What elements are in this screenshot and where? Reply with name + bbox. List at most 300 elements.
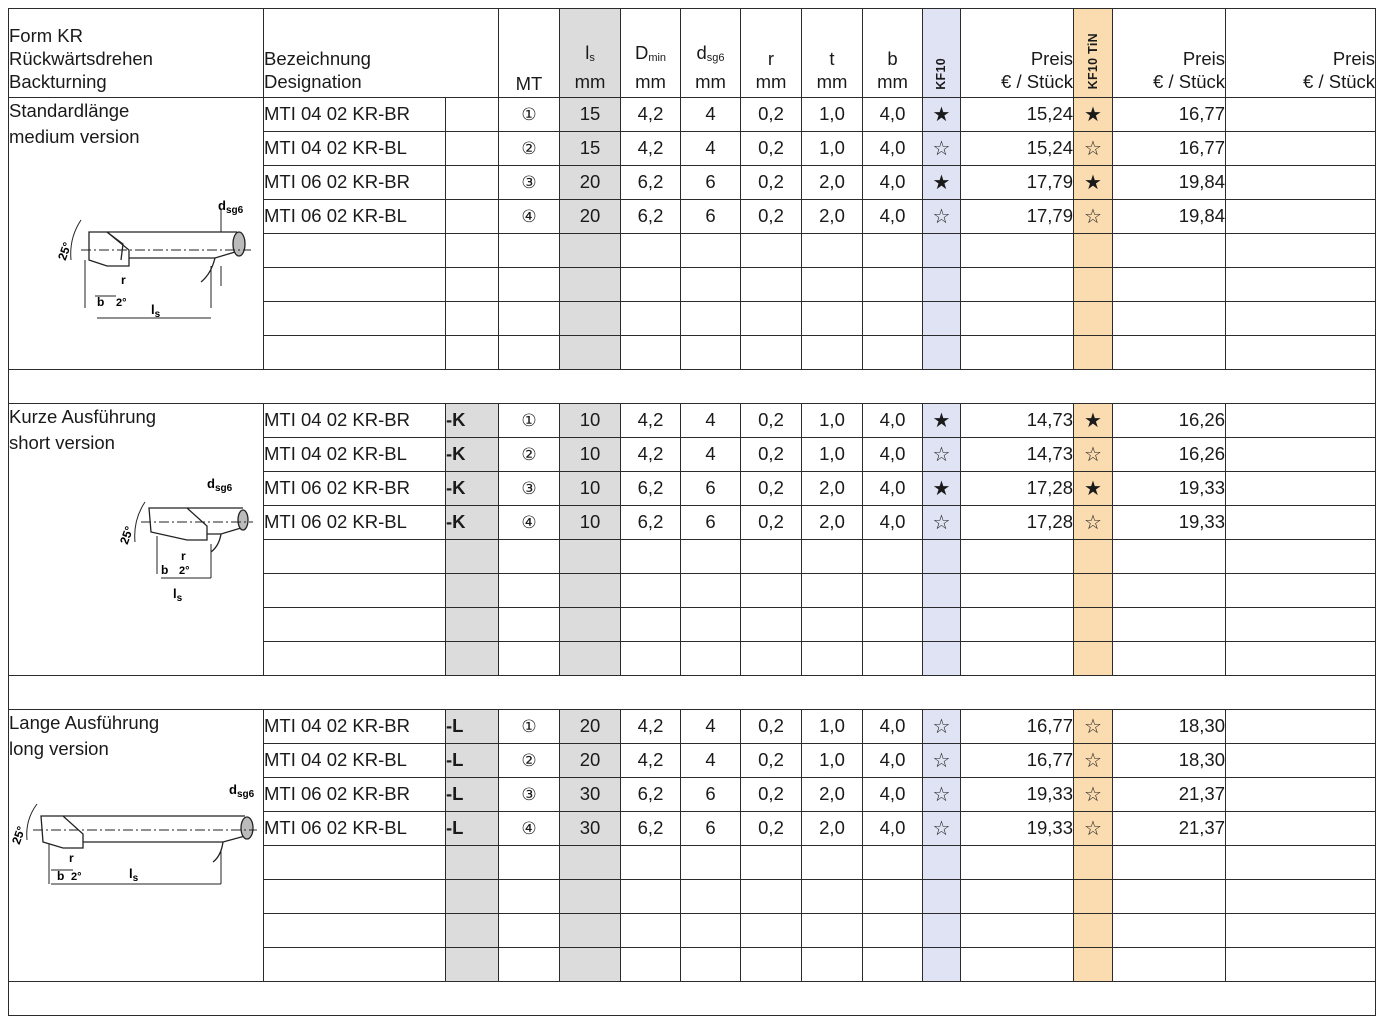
empty-cell: [1113, 268, 1226, 302]
empty-cell: [1074, 880, 1113, 914]
ls-cell: 15: [560, 98, 621, 132]
b-label: b: [97, 295, 105, 309]
empty-cell: [923, 948, 961, 982]
ls-header: ls mm: [560, 9, 621, 98]
empty-cell: [923, 540, 961, 574]
t-cell: 1,0: [802, 744, 863, 778]
section-title-de: Standardlänge: [9, 100, 130, 121]
kf10tin-availability-cell: ★: [1074, 166, 1113, 200]
empty-cell: [802, 234, 863, 268]
empty-cell: [802, 846, 863, 880]
empty-cell: [741, 846, 802, 880]
section-title-de: Lange Ausführung: [9, 712, 160, 733]
empty-cell: [446, 234, 499, 268]
empty-cell: [621, 914, 681, 948]
empty-cell: [446, 642, 499, 676]
empty-cell: [621, 336, 681, 370]
kf10-price-cell: 19,33: [961, 778, 1074, 812]
kf10-price-cell: 19,33: [961, 812, 1074, 846]
empty-cell: [961, 880, 1074, 914]
empty-cell: [741, 914, 802, 948]
mt-cell: ②: [499, 132, 560, 166]
dsg6-header: dsg6 mm: [681, 9, 741, 98]
empty-cell: [1074, 846, 1113, 880]
empty-cell: [499, 336, 560, 370]
kf10tin-price-cell: 19,84: [1113, 200, 1226, 234]
dsg6-label: $d_{sg6}$: [207, 476, 233, 494]
b-cell: 4,0: [863, 404, 923, 438]
b-cell: 4,0: [863, 744, 923, 778]
empty-cell: [923, 846, 961, 880]
kf10tin-price-cell: 16,26: [1113, 438, 1226, 472]
empty-cell: [741, 608, 802, 642]
empty-cell: [446, 880, 499, 914]
dmin-cell: 6,2: [621, 166, 681, 200]
r-label: r: [181, 549, 186, 563]
empty-cell: [621, 540, 681, 574]
designation-cell: MTI 04 02 KR-BR: [264, 98, 446, 132]
empty-cell: [621, 302, 681, 336]
ls-cell: 20: [560, 744, 621, 778]
price3-cell: [1226, 404, 1376, 438]
empty-cell: [1074, 642, 1113, 676]
price3-cell: [1226, 132, 1376, 166]
kf10tin-availability-cell: ☆: [1074, 778, 1113, 812]
deg-label: 2°: [116, 297, 127, 309]
ls-label: $l_s$: [151, 302, 161, 320]
dsg6-cell: 4: [681, 98, 741, 132]
dmin-cell: 6,2: [621, 506, 681, 540]
r-cell: 0,2: [741, 506, 802, 540]
ls-label: $l_s$: [173, 586, 183, 604]
empty-cell: [264, 234, 446, 268]
price3-cell: [1226, 98, 1376, 132]
empty-cell: [863, 234, 923, 268]
empty-cell: [681, 608, 741, 642]
price3-cell: [1226, 472, 1376, 506]
empty-cell: [1113, 642, 1226, 676]
empty-cell: [802, 914, 863, 948]
price3-cell: [1226, 710, 1376, 744]
empty-cell: [1074, 540, 1113, 574]
b-cell: 4,0: [863, 472, 923, 506]
kf10tin-availability-cell: ★: [1074, 472, 1113, 506]
empty-cell: [264, 574, 446, 608]
mt-cell: ④: [499, 812, 560, 846]
kf10tin-availability-cell: ☆: [1074, 200, 1113, 234]
empty-cell: [681, 302, 741, 336]
empty-cell: [681, 574, 741, 608]
b-cell: 4,0: [863, 166, 923, 200]
dsg6-cell: 6: [681, 506, 741, 540]
empty-cell: [741, 880, 802, 914]
empty-cell: [446, 302, 499, 336]
suffix-cell: -K: [446, 472, 499, 506]
dsg6-label: $d_{sg6}$: [229, 782, 255, 800]
kf10tin-price-cell: 16,26: [1113, 404, 1226, 438]
r-cell: 0,2: [741, 166, 802, 200]
empty-cell: [264, 268, 446, 302]
angle-label: 25°: [9, 824, 29, 847]
empty-cell: [961, 608, 1074, 642]
t-cell: 1,0: [802, 710, 863, 744]
kf10-price-cell: 15,24: [961, 98, 1074, 132]
b-label: b: [57, 869, 65, 883]
empty-cell: [1226, 336, 1376, 370]
dmin-header: Dmin mm: [621, 9, 681, 98]
empty-cell: [1113, 336, 1226, 370]
dmin-cell: 6,2: [621, 778, 681, 812]
b-cell: 4,0: [863, 778, 923, 812]
empty-cell: [863, 608, 923, 642]
r-label: r: [69, 851, 74, 865]
section-title-en: short version: [9, 432, 115, 453]
empty-cell: [1226, 914, 1376, 948]
empty-cell: [1074, 234, 1113, 268]
empty-cell: [499, 846, 560, 880]
dsg6-cell: 6: [681, 200, 741, 234]
kf10-availability-cell: ☆: [923, 744, 961, 778]
t-cell: 1,0: [802, 438, 863, 472]
designation-cell: MTI 04 02 KR-BL: [264, 132, 446, 166]
spacer-row: [9, 676, 1376, 710]
empty-cell: [1113, 846, 1226, 880]
empty-cell: [863, 540, 923, 574]
empty-cell: [560, 914, 621, 948]
dsg6-cell: 4: [681, 404, 741, 438]
designation-cell: MTI 06 02 KR-BR: [264, 472, 446, 506]
empty-cell: [802, 336, 863, 370]
empty-cell: [264, 540, 446, 574]
empty-cell: [923, 268, 961, 302]
kf10-availability-cell: ☆: [923, 778, 961, 812]
suffix-cell: [446, 132, 499, 166]
t-cell: 2,0: [802, 166, 863, 200]
empty-cell: [923, 336, 961, 370]
empty-cell: [264, 914, 446, 948]
kf10-price-cell: 17,79: [961, 166, 1074, 200]
kf10-price-cell: 15,24: [961, 132, 1074, 166]
empty-cell: [560, 574, 621, 608]
mt-cell: ②: [499, 744, 560, 778]
empty-cell: [1226, 574, 1376, 608]
empty-cell: [863, 846, 923, 880]
t-header: t mm: [802, 9, 863, 98]
ls-cell: 20: [560, 166, 621, 200]
empty-cell: [961, 540, 1074, 574]
price3-cell: [1226, 166, 1376, 200]
empty-cell: [802, 540, 863, 574]
form-name-en: Backturning: [9, 71, 107, 92]
dmin-cell: 6,2: [621, 472, 681, 506]
table-row: [9, 98, 1376, 132]
empty-cell: [446, 608, 499, 642]
ls-cell: 30: [560, 778, 621, 812]
price2-header: Preis € / Stück: [1113, 9, 1226, 98]
mt-cell: ④: [499, 506, 560, 540]
dsg6-cell: 6: [681, 472, 741, 506]
r-cell: 0,2: [741, 132, 802, 166]
empty-cell: [961, 914, 1074, 948]
empty-cell: [1113, 574, 1226, 608]
dsg6-cell: 6: [681, 166, 741, 200]
dsg6-cell: 4: [681, 710, 741, 744]
empty-cell: [961, 234, 1074, 268]
t-cell: 2,0: [802, 472, 863, 506]
designation-cell: MTI 06 02 KR-BL: [264, 506, 446, 540]
empty-cell: [961, 948, 1074, 982]
deg-label: 2°: [71, 871, 82, 883]
ls-label: $l_s$: [129, 866, 139, 884]
deg-label: 2°: [179, 565, 190, 577]
t-cell: 1,0: [802, 132, 863, 166]
section-header-cell: [9, 404, 264, 676]
empty-cell: [681, 880, 741, 914]
kf10tin-price-cell: 18,30: [1113, 710, 1226, 744]
kf10tin-price-cell: 19,33: [1113, 472, 1226, 506]
mt-cell: ②: [499, 438, 560, 472]
empty-cell: [446, 914, 499, 948]
b-cell: 4,0: [863, 132, 923, 166]
designation-cell: MTI 04 02 KR-BL: [264, 744, 446, 778]
empty-cell: [1226, 642, 1376, 676]
form-header: [9, 9, 264, 98]
kf10tin-availability-cell: ☆: [1074, 710, 1113, 744]
kf10-price-cell: 16,77: [961, 710, 1074, 744]
empty-cell: [446, 540, 499, 574]
empty-cell: [802, 574, 863, 608]
empty-cell: [741, 234, 802, 268]
b-label: b: [161, 563, 169, 577]
empty-cell: [681, 846, 741, 880]
empty-cell: [923, 574, 961, 608]
section-spacer: [9, 370, 1376, 404]
empty-cell: [264, 608, 446, 642]
empty-cell: [560, 880, 621, 914]
mt-header: MT: [499, 9, 560, 98]
empty-cell: [923, 914, 961, 948]
designation-cell: MTI 04 02 KR-BR: [264, 404, 446, 438]
empty-cell: [446, 574, 499, 608]
empty-cell: [741, 336, 802, 370]
section-title-en: long version: [9, 738, 109, 759]
dmin-cell: 4,2: [621, 132, 681, 166]
empty-cell: [863, 914, 923, 948]
empty-cell: [499, 302, 560, 336]
empty-cell: [621, 642, 681, 676]
empty-cell: [1074, 268, 1113, 302]
tool-diagram: [11, 168, 256, 348]
price3-cell: [1226, 778, 1376, 812]
empty-cell: [1226, 948, 1376, 982]
t-cell: 2,0: [802, 812, 863, 846]
table-row: [9, 710, 1376, 744]
ls-cell: 15: [560, 132, 621, 166]
empty-cell: [1113, 948, 1226, 982]
section-header-cell: [9, 710, 264, 982]
empty-cell: [499, 914, 560, 948]
empty-cell: [621, 846, 681, 880]
dsg6-cell: 4: [681, 438, 741, 472]
suffix-cell: -L: [446, 778, 499, 812]
kf10-availability-cell: ☆: [923, 200, 961, 234]
section-spacer: [9, 676, 1376, 710]
empty-cell: [741, 948, 802, 982]
empty-cell: [923, 234, 961, 268]
t-cell: 2,0: [802, 778, 863, 812]
empty-cell: [1113, 608, 1226, 642]
kf10tin-availability-cell: ☆: [1074, 744, 1113, 778]
price-table: [8, 8, 1376, 1016]
empty-cell: [621, 608, 681, 642]
empty-cell: [264, 880, 446, 914]
designation-cell: MTI 06 02 KR-BR: [264, 778, 446, 812]
empty-cell: [499, 880, 560, 914]
r-label: r: [121, 273, 126, 287]
r-cell: 0,2: [741, 404, 802, 438]
empty-cell: [499, 268, 560, 302]
empty-cell: [1074, 574, 1113, 608]
empty-cell: [681, 336, 741, 370]
designation-cell: MTI 04 02 KR-BL: [264, 438, 446, 472]
empty-cell: [560, 268, 621, 302]
kf10-availability-cell: ☆: [923, 506, 961, 540]
empty-cell: [264, 642, 446, 676]
kf10-price-cell: 17,28: [961, 506, 1074, 540]
empty-cell: [681, 948, 741, 982]
suffix-cell: -L: [446, 710, 499, 744]
empty-cell: [560, 336, 621, 370]
dsg6-cell: 4: [681, 132, 741, 166]
empty-cell: [923, 302, 961, 336]
r-cell: 0,2: [741, 744, 802, 778]
empty-cell: [264, 846, 446, 880]
r-cell: 0,2: [741, 778, 802, 812]
b-cell: 4,0: [863, 98, 923, 132]
empty-cell: [681, 540, 741, 574]
empty-cell: [961, 302, 1074, 336]
empty-cell: [741, 302, 802, 336]
dsg6-label: $d_{sg6}$: [218, 198, 244, 216]
dmin-cell: 4,2: [621, 744, 681, 778]
suffix-cell: -L: [446, 744, 499, 778]
t-cell: 2,0: [802, 200, 863, 234]
ls-cell: 10: [560, 404, 621, 438]
empty-cell: [681, 268, 741, 302]
empty-cell: [1226, 302, 1376, 336]
empty-cell: [446, 948, 499, 982]
kf10tin-price-cell: 19,84: [1113, 166, 1226, 200]
empty-cell: [446, 336, 499, 370]
designation-cell: MTI 06 02 KR-BL: [264, 200, 446, 234]
tool-diagram: [11, 474, 256, 654]
empty-cell: [560, 642, 621, 676]
r-cell: 0,2: [741, 200, 802, 234]
empty-cell: [741, 268, 802, 302]
empty-cell: [1226, 846, 1376, 880]
section-title-de: Kurze Ausführung: [9, 406, 157, 427]
empty-cell: [1113, 302, 1226, 336]
empty-cell: [1074, 336, 1113, 370]
empty-cell: [499, 608, 560, 642]
suffix-cell: -K: [446, 506, 499, 540]
empty-cell: [621, 948, 681, 982]
kf10tin-availability-cell: ★: [1074, 98, 1113, 132]
empty-cell: [863, 642, 923, 676]
empty-cell: [863, 880, 923, 914]
empty-cell: [741, 540, 802, 574]
empty-cell: [961, 642, 1074, 676]
empty-cell: [681, 234, 741, 268]
empty-cell: [560, 540, 621, 574]
angle-label: 25°: [117, 524, 137, 547]
kf10tin-header: KF10 TiN: [1074, 9, 1113, 98]
designation-cell: MTI 06 02 KR-BR: [264, 166, 446, 200]
empty-cell: [264, 948, 446, 982]
ls-cell: 20: [560, 710, 621, 744]
empty-cell: [499, 948, 560, 982]
empty-cell: [264, 302, 446, 336]
empty-cell: [961, 574, 1074, 608]
empty-cell: [681, 914, 741, 948]
designation-en: Designation: [264, 71, 362, 92]
kf10-price-cell: 14,73: [961, 438, 1074, 472]
r-header: r mm: [741, 9, 802, 98]
section-title-en: medium version: [9, 126, 140, 147]
spacer-row: [9, 370, 1376, 404]
suffix-cell: [446, 200, 499, 234]
ls-cell: 30: [560, 812, 621, 846]
empty-cell: [446, 268, 499, 302]
empty-cell: [802, 268, 863, 302]
kf10tin-price-cell: 16,77: [1113, 98, 1226, 132]
empty-cell: [923, 608, 961, 642]
ls-cell: 10: [560, 438, 621, 472]
dmin-cell: 4,2: [621, 98, 681, 132]
empty-cell: [1113, 914, 1226, 948]
designation-header: [264, 9, 499, 98]
kf10tin-availability-cell: ☆: [1074, 812, 1113, 846]
mt-cell: ③: [499, 166, 560, 200]
dsg6-cell: 6: [681, 778, 741, 812]
kf10tin-price-cell: 21,37: [1113, 812, 1226, 846]
form-name-de: Rückwärtsdrehen: [9, 48, 153, 69]
empty-cell: [1226, 880, 1376, 914]
kf10-price-cell: 17,79: [961, 200, 1074, 234]
b-cell: 4,0: [863, 506, 923, 540]
mt-cell: ①: [499, 404, 560, 438]
dsg6-cell: 6: [681, 812, 741, 846]
b-cell: 4,0: [863, 200, 923, 234]
price3-cell: [1226, 200, 1376, 234]
empty-cell: [1226, 540, 1376, 574]
kf10-price-cell: 17,28: [961, 472, 1074, 506]
kf10tin-availability-cell: ☆: [1074, 506, 1113, 540]
mt-cell: ③: [499, 778, 560, 812]
kf10-availability-cell: ★: [923, 404, 961, 438]
empty-cell: [621, 574, 681, 608]
price3-cell: [1226, 506, 1376, 540]
kf10tin-availability-cell: ☆: [1074, 132, 1113, 166]
designation-cell: MTI 04 02 KR-BR: [264, 710, 446, 744]
empty-cell: [1113, 234, 1226, 268]
empty-cell: [1226, 608, 1376, 642]
kf10-price-cell: 16,77: [961, 744, 1074, 778]
empty-cell: [863, 302, 923, 336]
table-row: [9, 404, 1376, 438]
price3-header: Preis € / Stück: [1226, 9, 1376, 98]
r-cell: 0,2: [741, 98, 802, 132]
